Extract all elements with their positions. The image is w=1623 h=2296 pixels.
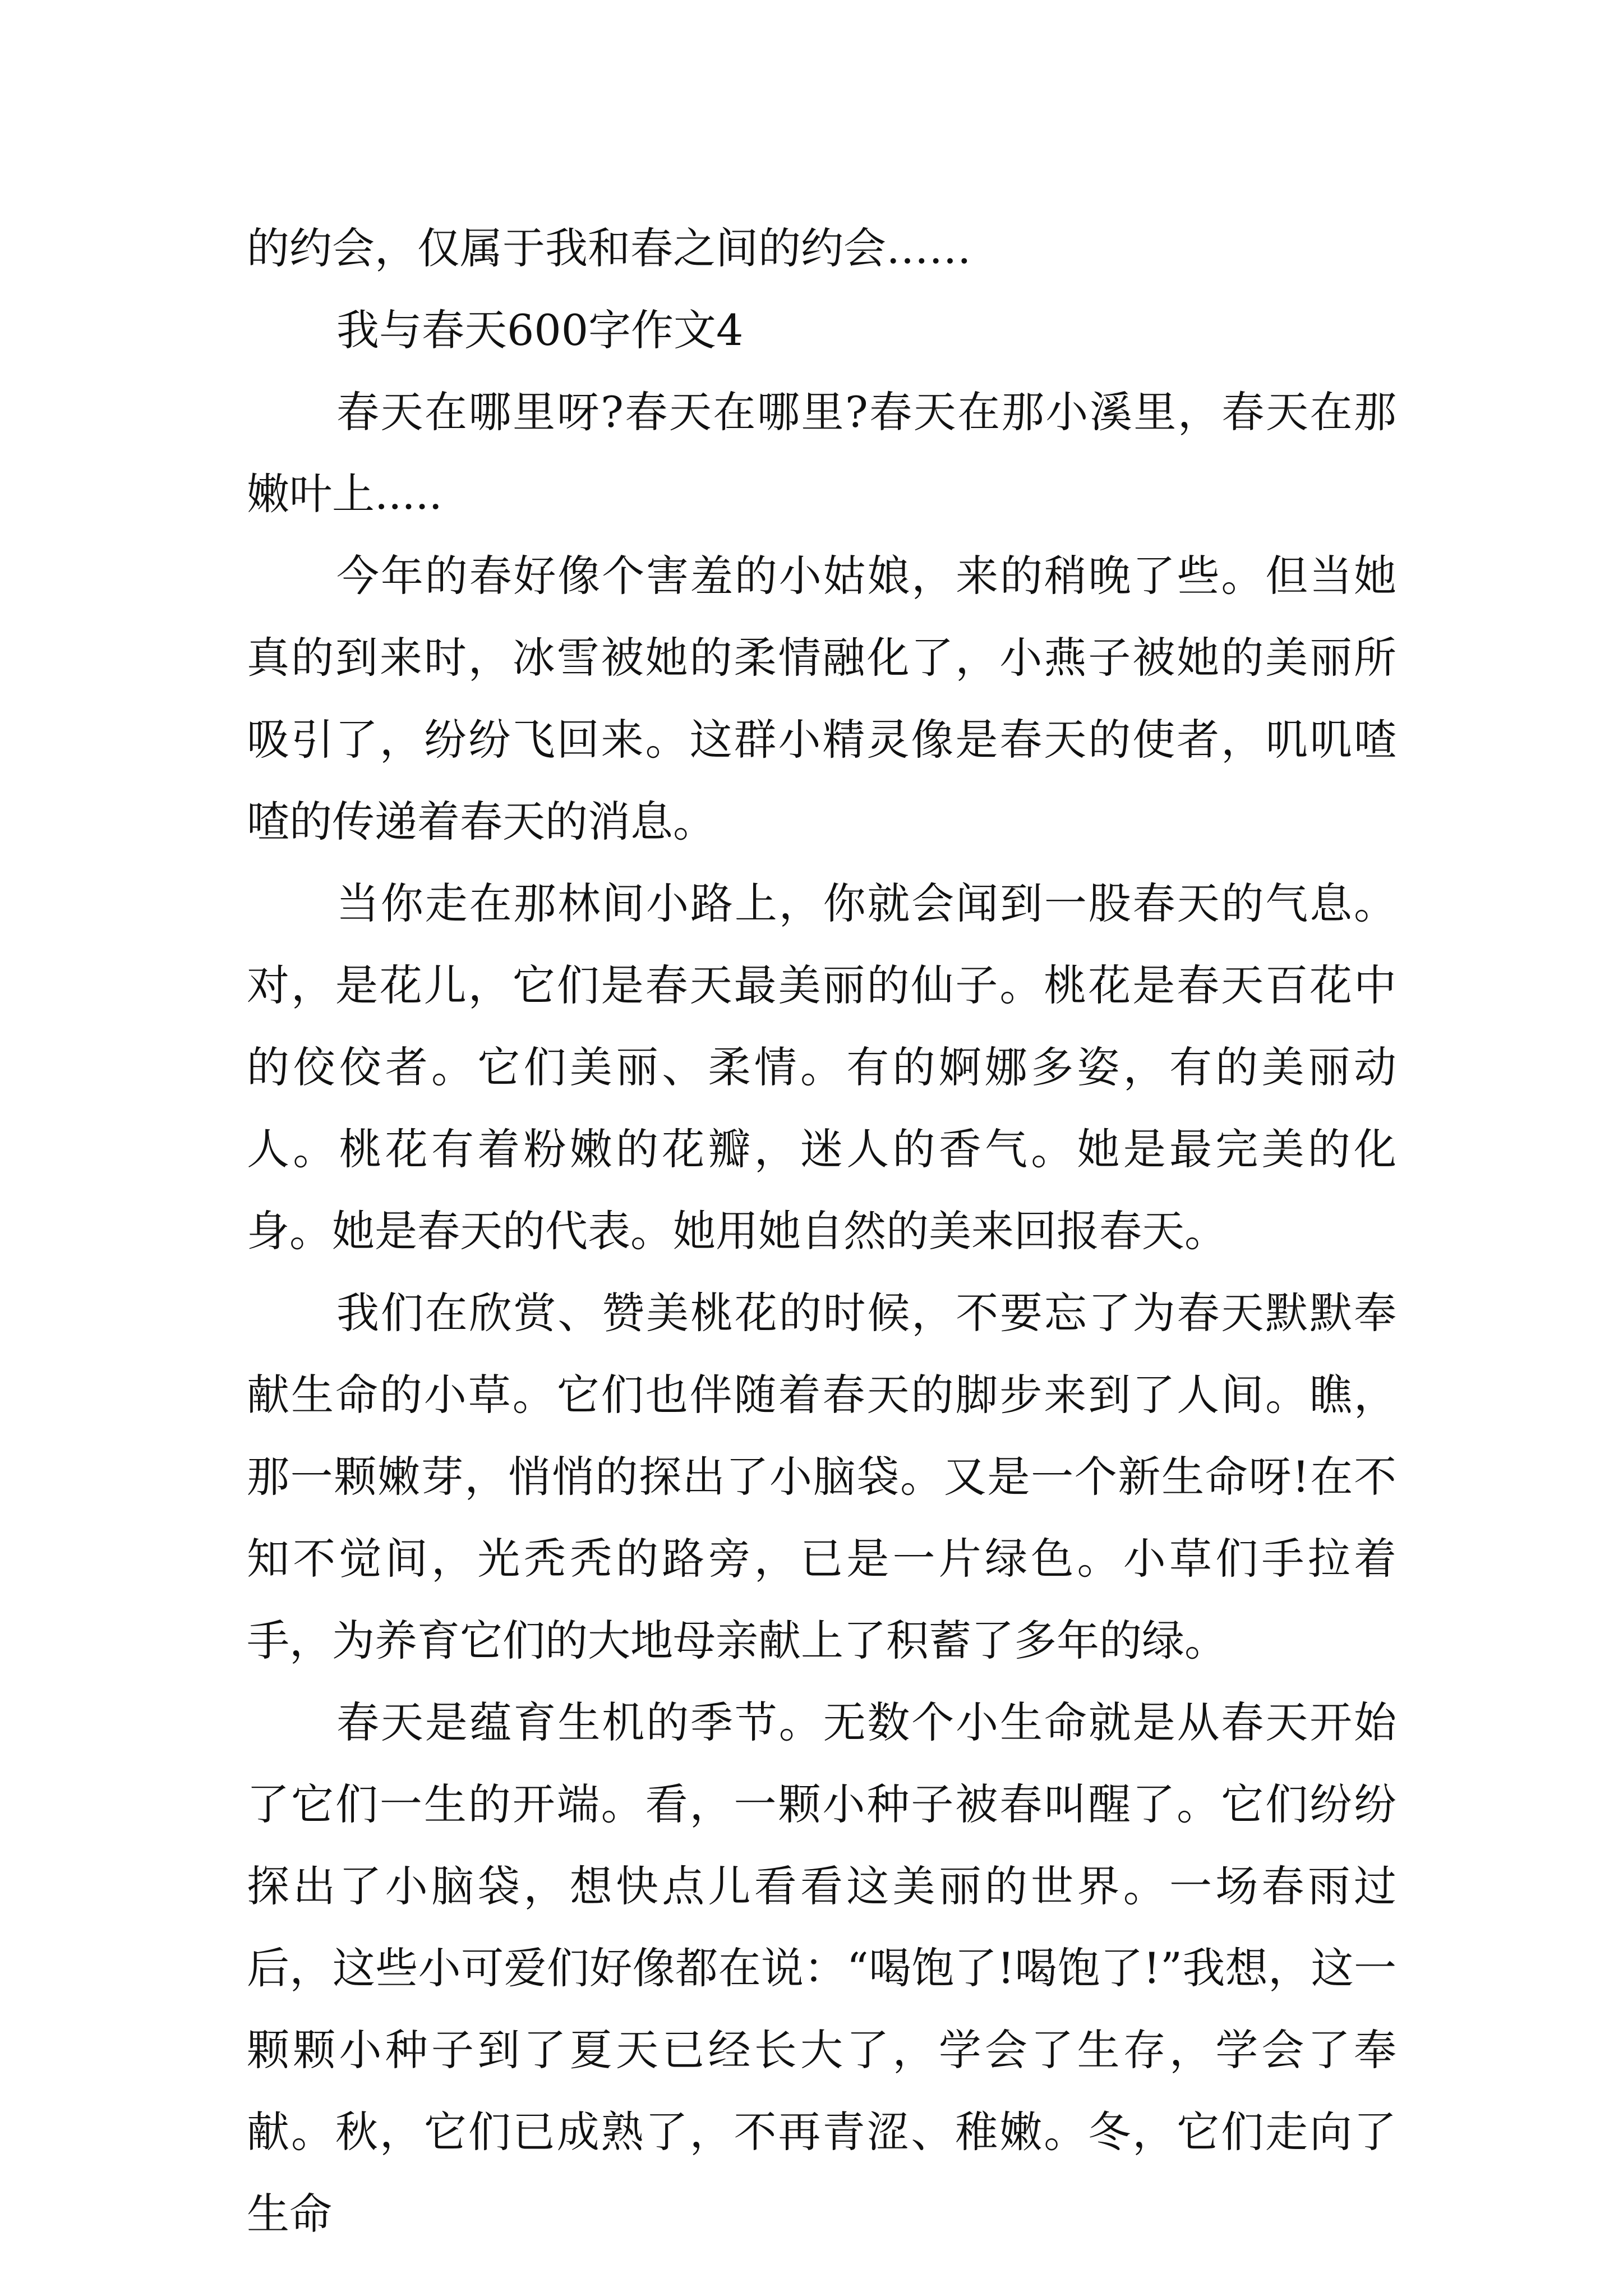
- paragraph: 我们在欣赏、赞美桃花的时候，不要忘了为春天默默奉献生命的小草。它们也伴随着春天的脚步来到了人间。瞧，那一颗嫩芽，悄悄的探出了小脑袋。又是一个新生命呀!在不知不觉间，光秃秃的路旁，已是一片绿色。小草们手拉着手，为养育它们的大地母亲献上了积蓄了多年的绿。: [247, 1288, 1396, 1665]
- essay-title: 我与春天600字作文4: [336, 305, 744, 355]
- paragraph: 当你走在那林间小路上，你就会闻到一股春天的气息。对，是花儿，它们是春天最美丽的仙子。桃花是春天百花中的佼佼者。它们美丽、柔情。有的婀娜多姿，有的美丽动人。桃花有着粉嫩的花瓣，迷人的香气。她是最完美的化身。她是春天的代表。她用她自然的美来回报春天。: [247, 878, 1396, 1256]
- paragraph: 春天是蕴育生机的季节。无数个小生命就是从春天开始了它们一生的开端。看，一颗小种子被春叫醒了。它们纷纷探出了小脑袋，想快点儿看看这美丽的世界。一场春雨过后，这些小可爱们好像都在说：“喝饱了!喝饱了!”我想，这一颗颗小种子到了夏天已经长大了，学会了生存，学会了奉献。秋，它们已成熟了，不再青涩、稚嫩。冬，它们走向了生命: [247, 1697, 1396, 2239]
- paragraph-continuation: 的约会，仅属于我和春之间的约会……: [247, 223, 971, 273]
- paragraph: 今年的春好像个害羞的小姑娘，来的稍晚了些。但当她真的到来时，冰雪被她的柔情融化了，小燕子被她的美丽所吸引了，纷纷飞回来。这群小精灵像是春天的使者，叽叽喳喳的传递着春天的消息。: [247, 551, 1396, 846]
- document-body: [247, 208, 1396, 2255]
- paragraph: 春天在哪里呀?春天在哪里?春天在那小溪里，春天在那嫩叶上.....: [247, 387, 1396, 519]
